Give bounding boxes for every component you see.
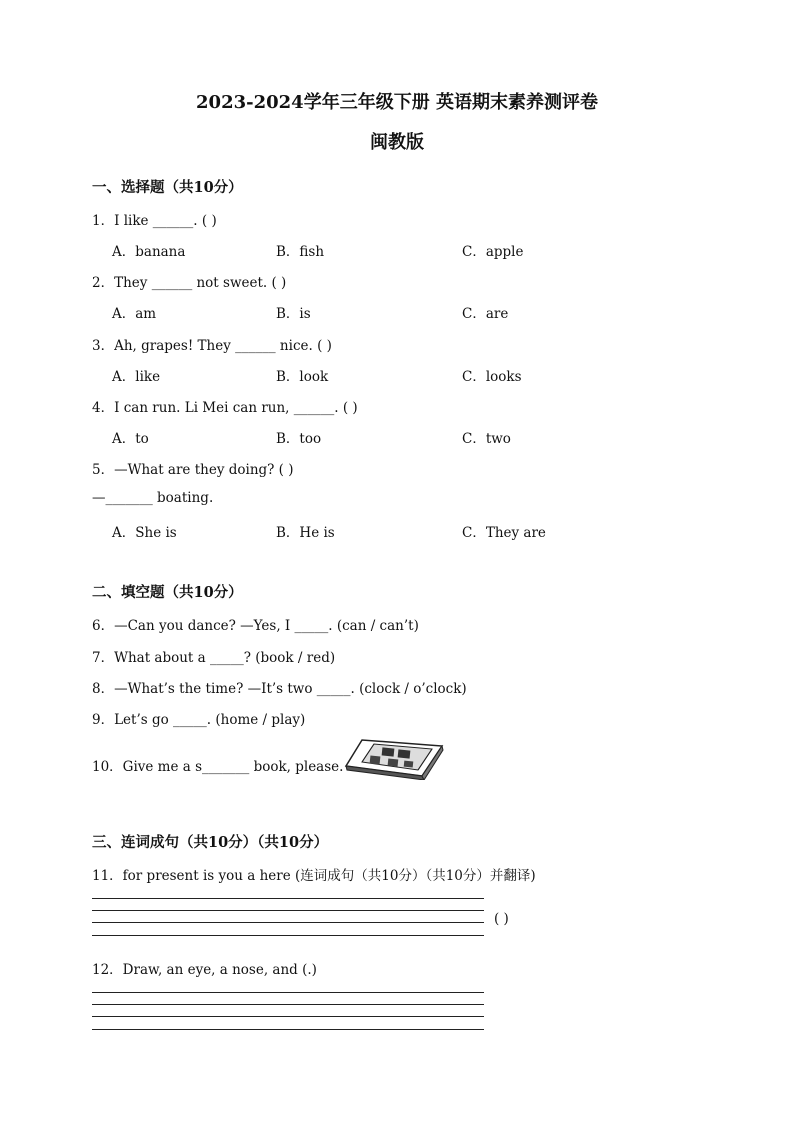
storybook-icon (342, 736, 444, 780)
answer-line (92, 992, 484, 993)
question-7: 7．What about a _____? (book / red) (92, 650, 336, 666)
option-1b: B．fish (276, 244, 325, 260)
section-1-heading: 一、选择题（共10分） (92, 179, 243, 196)
answer-line (92, 922, 484, 923)
question-11: 11．for present is you a here (连词成句（共10分）（共10分）并翻译) (92, 868, 536, 884)
option-2a: A．am (112, 306, 157, 322)
question-5-line2: —_______ boating. (92, 490, 214, 506)
answer-line (92, 935, 484, 936)
question-12: 12．Draw, an eye, a nose, and (.) (92, 962, 317, 978)
question-2: 2．They ______ not sweet. ( ) (92, 275, 287, 291)
option-5c: C．They are (462, 525, 546, 541)
question-3: 3．Ah, grapes! They ______ nice. ( ) (92, 338, 332, 354)
option-2b: B．is (276, 306, 311, 322)
question-9: 9．Let’s go _____. (home / play) (92, 712, 306, 728)
option-4c: C．two (462, 431, 511, 447)
option-5a: A．She is (112, 525, 177, 541)
option-3b: B．look (276, 369, 329, 385)
question-8: 8．—What’s the time? —It’s two _____. (clock / o’clock) (92, 681, 467, 697)
question-10: 10．Give me a s_______ book, please. (92, 759, 344, 775)
option-1c: C．apple (462, 244, 524, 260)
answer-line (92, 1004, 484, 1005)
question-4: 4．I can run. Li Mei can run, ______. ( ) (92, 400, 358, 416)
translation-parentheses: ( ) (494, 911, 509, 927)
question-6: 6．—Can you dance? —Yes, I _____. (can / can’t) (92, 618, 419, 634)
answer-line (92, 1016, 484, 1017)
option-3c: C．looks (462, 369, 522, 385)
section-3-heading: 三、连词成句（共10分）（共10分） (92, 834, 329, 851)
page-subtitle: 闽教版 (370, 132, 424, 153)
answer-line (92, 1029, 484, 1030)
section-2-heading: 二、填空题（共10分） (92, 584, 243, 601)
option-4a: A．to (112, 431, 149, 447)
question-5: 5．—What are they doing? ( ) (92, 462, 294, 478)
option-4b: B．too (276, 431, 322, 447)
option-1a: A．banana (112, 244, 186, 260)
answer-line (92, 898, 484, 899)
answer-line (92, 910, 484, 911)
page-title: 2023-2024学年三年级下册 英语期末素养测评卷 (196, 92, 598, 113)
option-3a: A．like (112, 369, 161, 385)
question-1: 1．I like ______. ( ) (92, 213, 217, 229)
option-2c: C．are (462, 306, 509, 322)
option-5b: B．He is (276, 525, 335, 541)
